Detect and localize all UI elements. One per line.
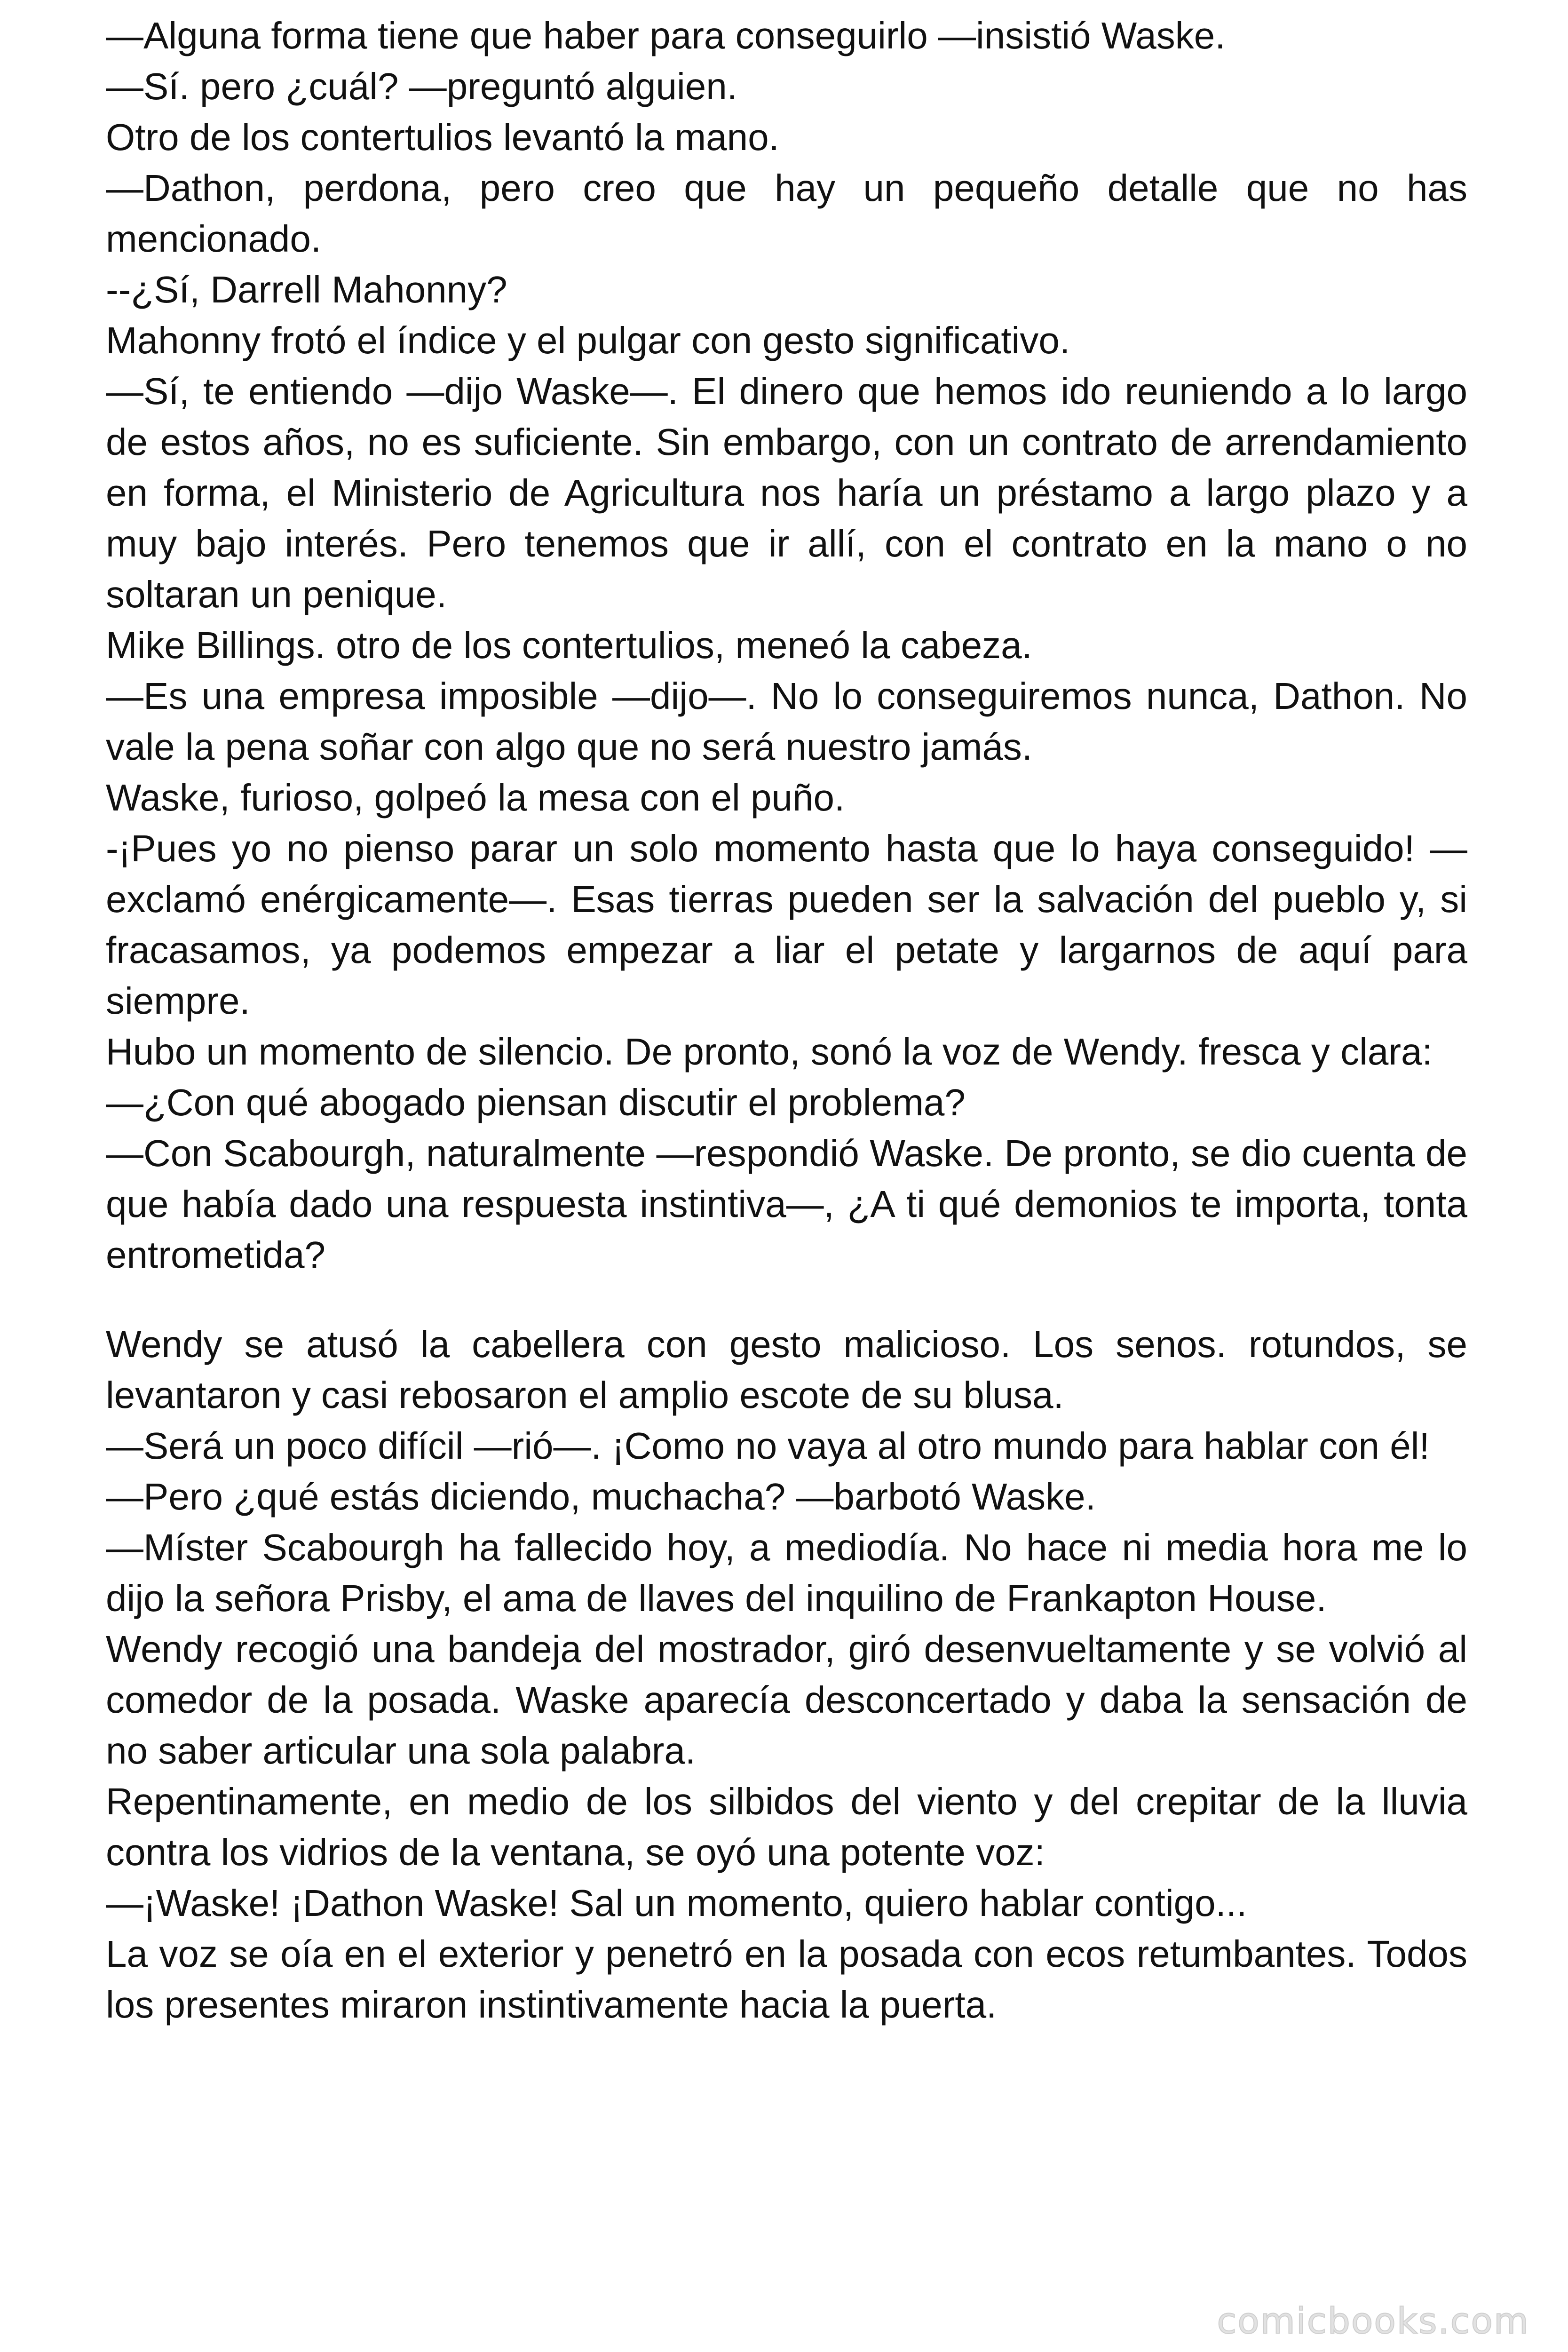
paragraph: —Sí. pero ¿cuál? —preguntó alguien. <box>106 65 738 107</box>
paragraph: —Alguna forma tiene que haber para conseguirlo —insistió Waske. <box>106 15 1226 56</box>
paragraph: Wendy recogió una bandeja del mostrador, giró desenvueltamente y se volvió al comedor de la posada. Waske aparecía desconcertado y daba la sensación de no saber articular una sola palabra. <box>106 1628 1467 1772</box>
paragraph: Repentinamente, en medio de los silbidos del viento y del crepitar de la lluvia contra los vidrios de la ventana, se oyó una potente voz: <box>106 1780 1467 1873</box>
paragraph: Mike Billings. otro de los contertulios, meneó la cabeza. <box>106 624 1032 666</box>
page-text <box>106 10 1467 2030</box>
paragraph: Otro de los contertulios levantó la mano. <box>106 116 779 158</box>
section-break <box>106 1280 1467 1319</box>
paragraph: —¡Waske! ¡Dathon Waske! Sal un momento, quiero hablar contigo... <box>106 1882 1247 1924</box>
paragraph: —Dathon, perdona, pero creo que hay un pequeño detalle que no has mencionado. <box>106 167 1467 260</box>
paragraph: —Es una empresa imposible —dijo—. No lo conseguiremos nunca, Dathon. No vale la pena soñar con algo que no será nuestro jamás. <box>106 675 1467 768</box>
paragraph: —Con Scabourgh, naturalmente —respondió Waske. De pronto, se dio cuenta de que había dado una respuesta instintiva—, ¿A ti qué demonios te importa, tonta entrometida? <box>106 1132 1467 1276</box>
paragraph: —Míster Scabourgh ha fallecido hoy, a mediodía. No hace ni media hora me lo dijo la señora Prisby, el ama de llaves del inquilino de Frankapton House. <box>106 1526 1467 1619</box>
paragraph: —Sí, te entiendo —dijo Waske—. El dinero que hemos ido reuniendo a lo largo de estos años, no es suficiente. Sin embargo, con un contrato de arrendamiento en forma, el Ministerio de Agricultura nos haría un préstamo a largo plazo y a muy bajo interés. Pero tenemos que ir allí, con el contrato en la mano o no soltaran un penique. <box>106 370 1467 615</box>
paragraph: --¿Sí, Darrell Mahonny? <box>106 269 507 310</box>
paragraph: —Pero ¿qué estás diciendo, muchacha? —barbotó Waske. <box>106 1476 1096 1518</box>
paragraph: Mahonny frotó el índice y el pulgar con gesto significativo. <box>106 319 1070 361</box>
paragraph: —¿Con qué abogado piensan discutir el problema? <box>106 1081 966 1123</box>
paragraph: —Será un poco difícil —rió—. ¡Como no vaya al otro mundo para hablar con él! <box>106 1425 1430 1467</box>
watermark: comicbooks.com <box>1217 2300 1529 2342</box>
paragraph: Wendy se atusó la cabellera con gesto malicioso. Los senos. rotundos, se levantaron y casi rebosaron el amplio escote de su blusa. <box>106 1323 1467 1416</box>
paragraph: La voz se oía en el exterior y penetró en la posada con ecos retumbantes. Todos los presentes miraron instintivamente hacia la puerta. <box>106 1933 1467 2026</box>
paragraph: Waske, furioso, golpeó la mesa con el puño. <box>106 777 845 818</box>
paragraph: Hubo un momento de silencio. De pronto, sonó la voz de Wendy. fresca y clara: <box>106 1031 1433 1073</box>
paragraph: -¡Pues yo no pienso parar un solo momento hasta que lo haya conseguido! —exclamó enérgicamente—. Esas tierras pueden ser la salvación del pueblo y, si fracasamos, ya podemos empezar a liar el petate y largarnos de aquí para siempre. <box>106 827 1467 1022</box>
